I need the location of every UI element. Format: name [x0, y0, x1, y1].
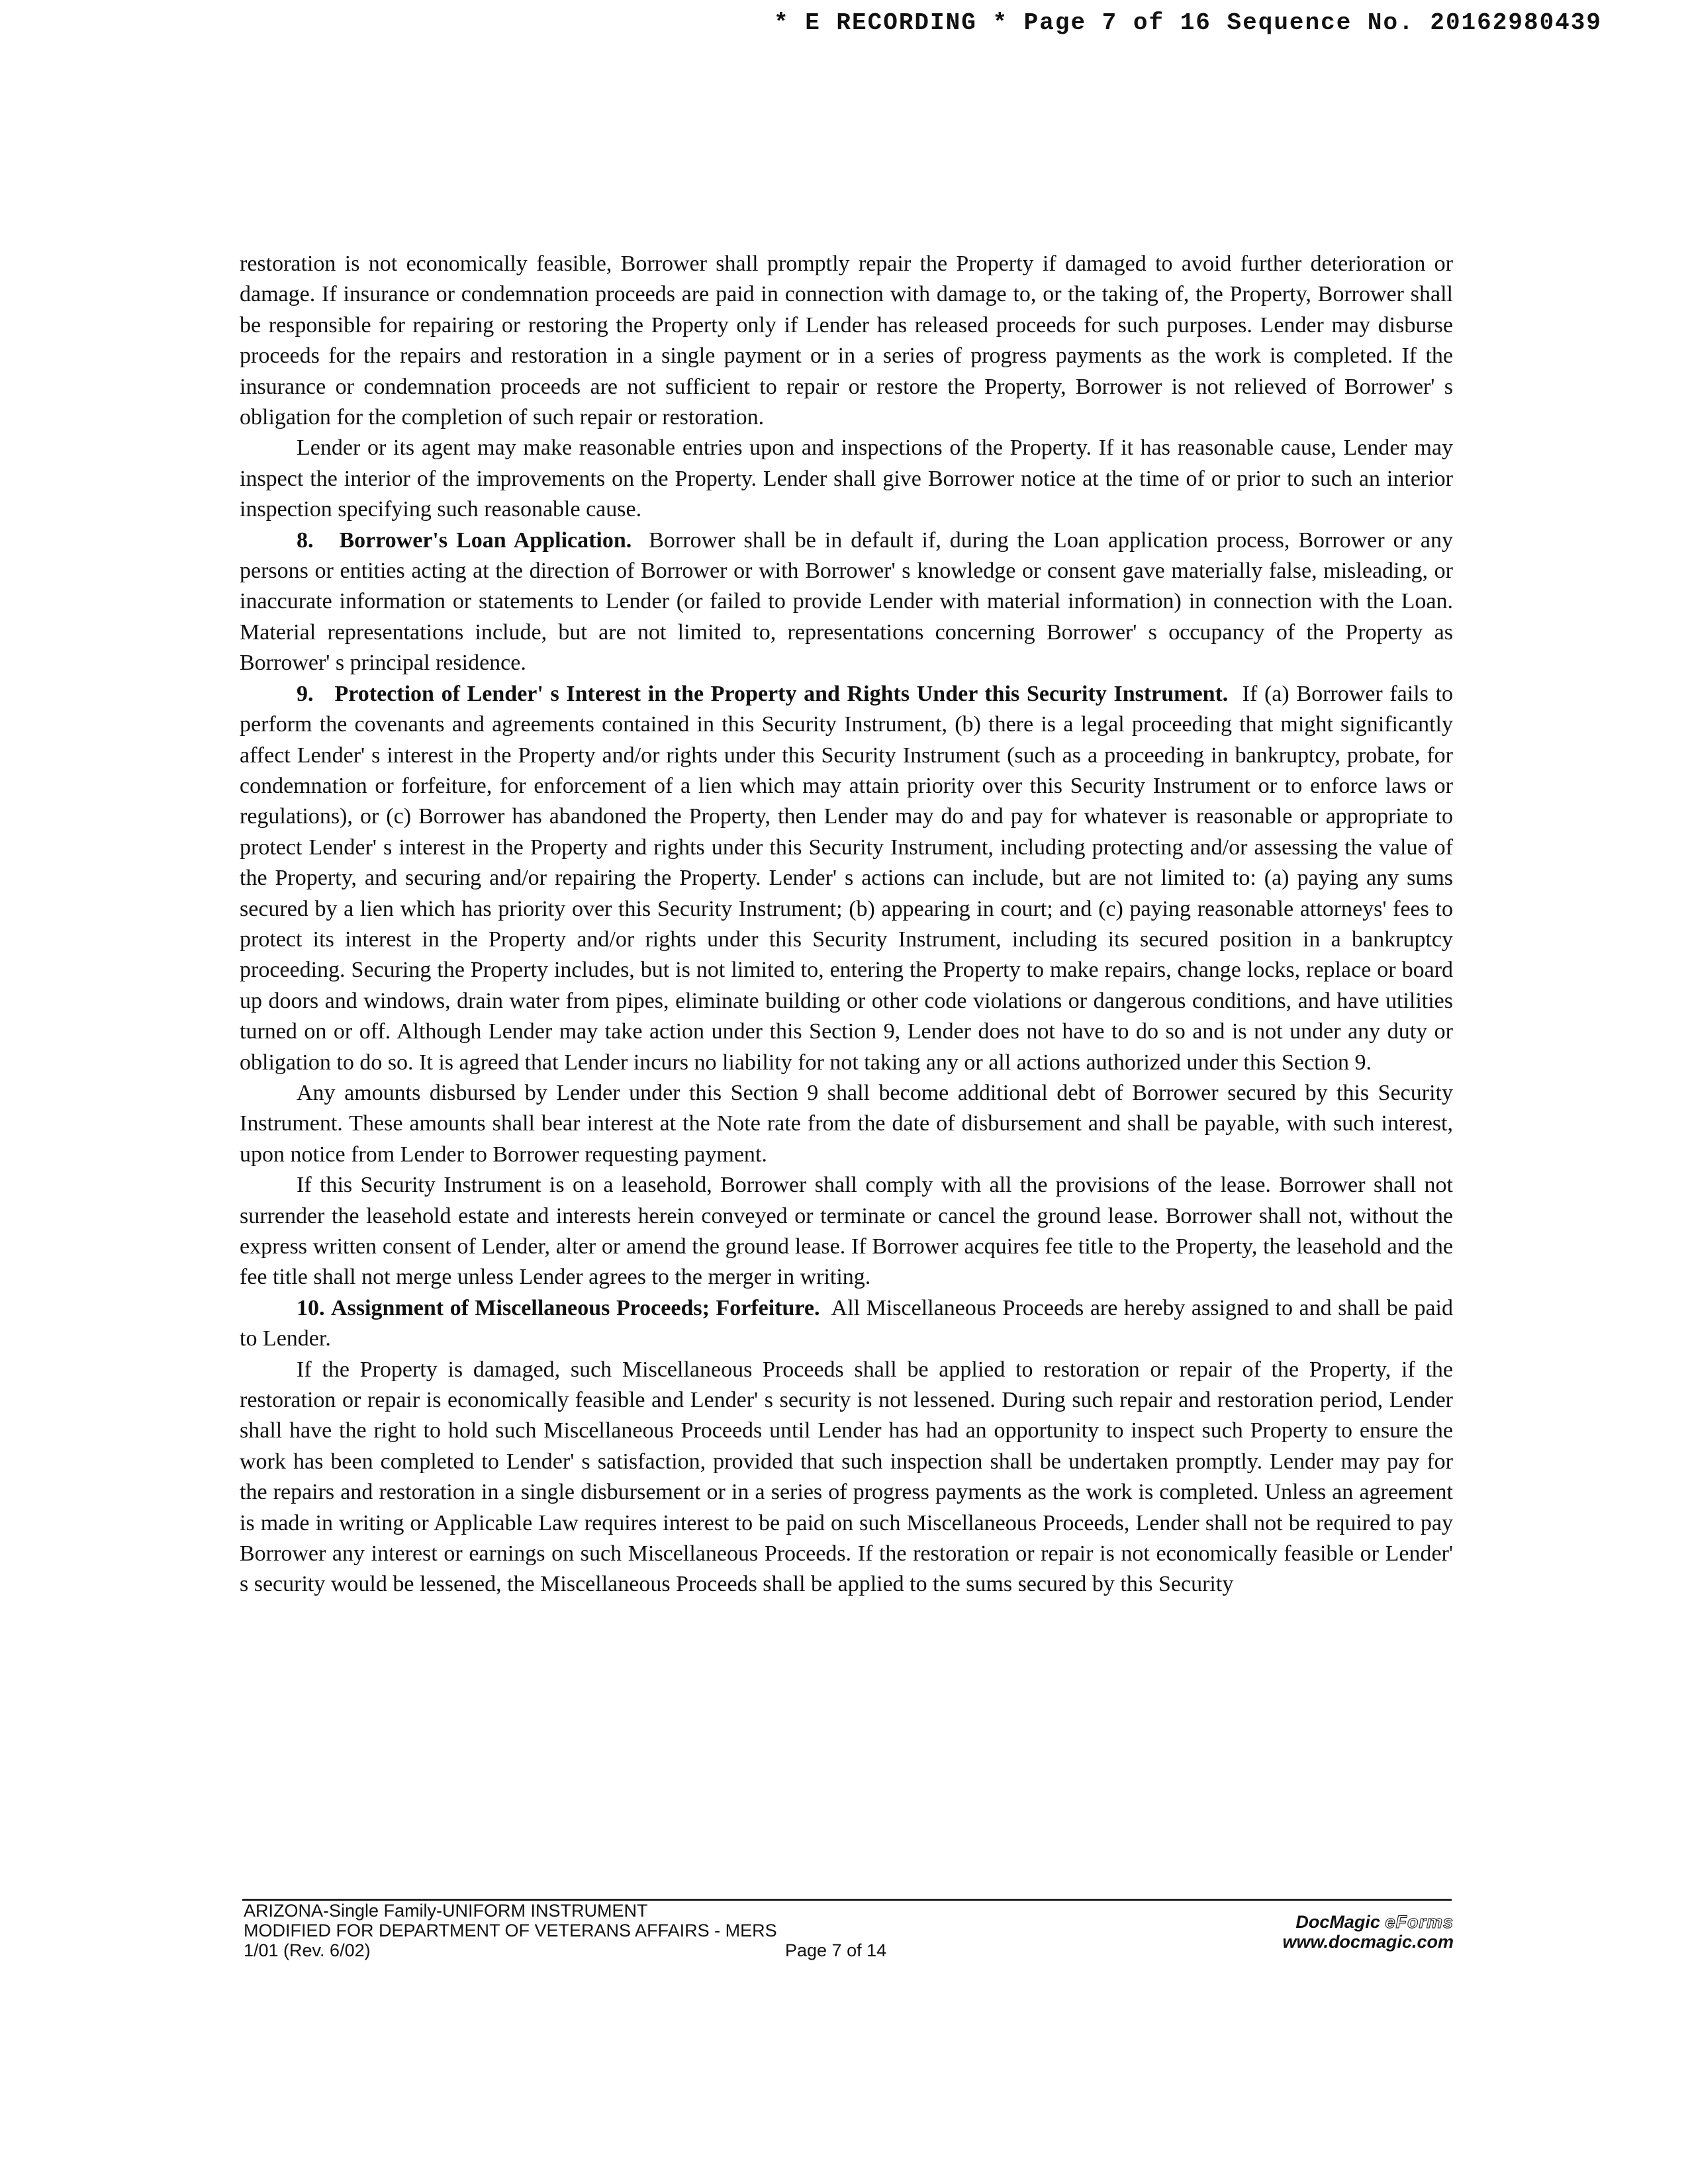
section-8: [240, 525, 1453, 679]
section-8-heading: Borrower's Loan Application.: [339, 527, 632, 553]
footer-line-3: 1/01 (Rev. 6/02): [244, 1940, 371, 1960]
footer-form-info: [244, 1901, 1038, 1960]
section-8-number: 8.: [297, 527, 314, 553]
section-10-number: 10.: [297, 1295, 325, 1320]
footer-page-number: Page 7 of 14: [785, 1940, 887, 1960]
footer-line-1: ARIZONA-Single Family-UNIFORM INSTRUMENT: [244, 1901, 648, 1921]
section-9-number: 9.: [297, 681, 314, 706]
recording-stamp: * E RECORDING * Page 7 of 16 Sequence No. 20162980439: [774, 9, 1602, 36]
paragraph-amounts: Any amounts disbursed by Lender under this Section 9 shall become additional debt of Borrower secured by this Security Instrument. These amounts shall bear interest at the Note rate from the date of disbursement and shall be payable, with such interest, upon notice from Lender to Borrower requesting payment.: [240, 1080, 1453, 1167]
eforms-logo: eForms: [1385, 1912, 1454, 1932]
paragraph-damaged: If the Property is damaged, such Miscellaneous Proceeds shall be applied to restoration or repair of the Property, if the restoration or repair is economically feasible and Lender' s security is not lessened. During such repair and restoration period, Lender shall have the right to hold such Miscellaneous Proceeds until Lender has had an opportunity to inspect such Property to ensure the work has been completed to Lender' s satisfaction, provided that such inspection shall be undertaken promptly. Lender may pay for the repairs and restoration in a single disbursement or in a series of progress payments as the work is completed. Unless an agreement is made in writing or Applicable Law requires interest to be paid on such Miscellaneous Proceeds, Lender shall not be required to pay Borrower any interest or earnings on such Miscellaneous Proceeds. If the restoration or repair is not economically feasible or Lender' s security would be lessened, the Miscellaneous Proceeds shall be applied to the sums secured by this Security: [240, 1357, 1453, 1597]
section-10: [240, 1293, 1453, 1355]
brand-url: www.docmagic.com: [1282, 1932, 1454, 1952]
brand-name: DocMagic: [1295, 1912, 1380, 1932]
section-9-heading: Protection of Lender' s Interest in the Property and Rights Under this Security Instrument.: [334, 681, 1229, 706]
section-8-text: Borrower shall be in default if, during the Loan application process, Borrower or any persons or entities acting at the direction of Borrower or with Borrower' s knowledge or consent gave materially false, misleading, or inaccurate information or statements to Lender (or failed to provide Lender with material information) in connection with the Loan. Material representations include, but are not limited to, representations concerning Borrower' s occupancy of the Property as Borrower' s principal residence.: [240, 527, 1454, 676]
section-10-heading: Assignment of Miscellaneous Proceeds; Forfeiture.: [331, 1295, 820, 1320]
footer-line-2: MODIFIED FOR DEPARTMENT OF VETERANS AFFAIRS - MERS: [244, 1921, 777, 1940]
paragraph-restoration: restoration is not economically feasible, Borrower shall promptly repair the Property if damaged to avoid further deterioration or damage. If insurance or condemnation proceeds are paid in connection with damage to, or the taking of, the Property, Borrower shall be responsible for repairing or restoring the Property only if Lender has released proceeds for such purposes. Lender may disburse proceeds for the repairs and restoration in a single payment or in a series of progress payments as the work is completed. If the insurance or condemnation proceeds are not sufficient to repair or restore the Property, Borrower is not relieved of Borrower' s obligation for the completion of such repair or restoration.: [240, 251, 1453, 430]
footer-brand: [1282, 1912, 1454, 1952]
section-10-text: All Miscellaneous Proceeds are hereby assigned to and shall be paid to Lender.: [240, 1295, 1453, 1351]
paragraph-inspection: Lender or its agent may make reasonable entries upon and inspections of the Property. If it has reasonable cause, Lender may inspect the interior of the improvements on the Property. Lender shall give Borrower notice at the time of or prior to such an interior inspection specifying such reasonable cause.: [240, 435, 1453, 522]
section-9-text: If (a) Borrower fails to perform the covenants and agreements contained in this Security Instrument, (b) there is a legal proceeding that might significantly affect Lender' s interest in the Property and/or rights under this Security Instrument (such as a proceeding in bankruptcy, probate, for condemnation or forfeiture, for enforcement of a lien which may attain priority over this Security Instrument or to enforce laws or regulations), or (c) Borrower has abandoned the Property, then Lender may do and pay for whatever is reasonable or appropriate to protect Lender' s interest in the Property and rights under this Security Instrument, including protecting and/or assessing the value of the Property, and securing and/or repairing the Property. Lender' s actions can include, but are not limited to: (a) paying any sums secured by a lien which has priority over this Security Instrument; (b) appearing in court; and (c) paying reasonable attorneys' fees to protect its interest in the Property and/or rights under this Security Instrument, including its secured position in a bankruptcy proceeding. Securing the Property includes, but is not limited to, entering the Property to make repairs, change locks, replace or board up doors and windows, drain water from pipes, eliminate building or other code violations or dangerous conditions, and have utilities turned on or off. Although Lender may take action under this Section 9, Lender does not have to do so and is not under any duty or obligation to do so. It is agreed that Lender incurs no liability for not taking any or all actions authorized under this Section 9.: [240, 681, 1454, 1075]
document-body: [240, 249, 1453, 1600]
section-9: [240, 679, 1453, 1078]
paragraph-leasehold: If this Security Instrument is on a leasehold, Borrower shall comply with all the provisions of the lease. Borrower shall not surrender the leasehold estate and interests herein conveyed or terminate or cancel the ground lease. Borrower shall not, without the express written consent of Lender, alter or amend the ground lease. If Borrower acquires fee title to the Property, the leasehold and the fee title shall not merge unless Lender agrees to the merger in writing.: [240, 1173, 1453, 1290]
